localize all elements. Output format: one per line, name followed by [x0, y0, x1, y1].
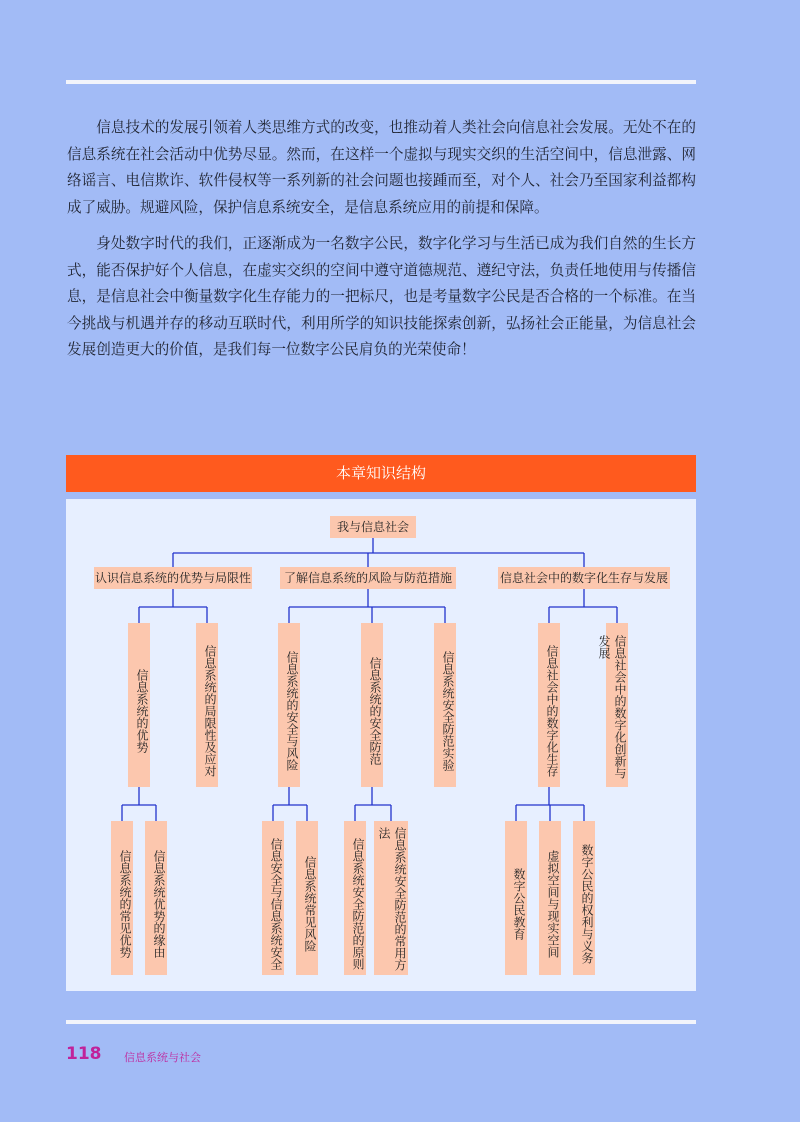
subtopic-node-1-1-2: 信息系统优势的缘由 — [145, 821, 167, 975]
footer-book-title: 信息系统与社会 — [124, 1051, 201, 1064]
subtopic-node-3-1-3: 数字公民的权利与义务 — [573, 821, 595, 975]
branch-node-2: 了解信息系统的风险与防范措施 — [280, 567, 456, 589]
subtopic-node-1-1-1: 信息系统的常见优势 — [111, 821, 133, 975]
root-node: 我与信息社会 — [330, 516, 416, 538]
topic-node-2-1: 信息系统的安全与风险 — [278, 623, 300, 787]
subtopic-node-3-1-2: 虚拟空间与现实空间 — [539, 821, 561, 975]
topic-node-3-1: 信息社会中的数字化生存 — [538, 623, 560, 787]
subtopic-node-2-2-1: 信息系统安全防范的原则 — [344, 821, 366, 975]
topic-node-3-2: 信息社会中的数字化创新与发展 — [606, 623, 628, 787]
subtopic-node-3-1-1: 数字公民教育 — [505, 821, 527, 975]
branch-node-1: 认识信息系统的优势与局限性 — [94, 567, 252, 589]
body-paragraph-1: 信息技术的发展引领着人类思维方式的改变，也推动着人类社会向信息社会发展。无处不在的信息系统在社会活动中优势尽显。然而，在这样一个虚拟与现实交织的生活空间中，信息泄露、网络谣言、电信欺诈、软件侵权等一系列新的社会问题也接踵而至，对个人、社会乃至国家利益都构成了威胁。规避风险，保护信息系统安全，是信息系统应用的前提和保障。 — [67, 119, 696, 216]
topic-node-1-2: 信息系统的局限性及应对 — [196, 623, 218, 787]
subtopic-node-2-1-2: 信息系统常见风险 — [296, 821, 318, 975]
body-paragraph-2: 身处数字时代的我们，正逐渐成为一名数字公民，数字化学习与生活已成为我们自然的生长方式，能否保护好个人信息，在虚实交织的空间中遵守道德规范、遵纪守法，负责任地使用与传播信息，是信息社会中衡量数字化生存能力的一把标尺，也是考量数字公民是否合格的一个标准。在当今挑战与机遇并存的移动互联时代，利用所学的知识技能探索创新，弘扬社会正能量，为信息社会发展创造更大的价值，是我们每一位数字公民肩负的光荣使命！ — [67, 235, 696, 358]
subtopic-node-2-1-1: 信息安全与信息系统安全 — [262, 821, 284, 975]
topic-node-1-1: 信息系统的优势 — [128, 623, 150, 787]
subtopic-node-2-2-2: 信息系统安全防范的常用方法 — [374, 821, 408, 975]
topic-node-2-3: 信息系统安全防范实验 — [434, 623, 456, 787]
bottom-rule — [66, 1020, 696, 1024]
page-number: 118 — [66, 1044, 102, 1064]
knowledge-structure-banner: 本章知识结构 — [66, 455, 696, 492]
topic-node-2-2: 信息系统的安全防范 — [361, 623, 383, 787]
top-rule — [66, 80, 696, 84]
knowledge-structure-diagram — [66, 499, 696, 991]
branch-node-3: 信息社会中的数字化生存与发展 — [498, 567, 670, 589]
